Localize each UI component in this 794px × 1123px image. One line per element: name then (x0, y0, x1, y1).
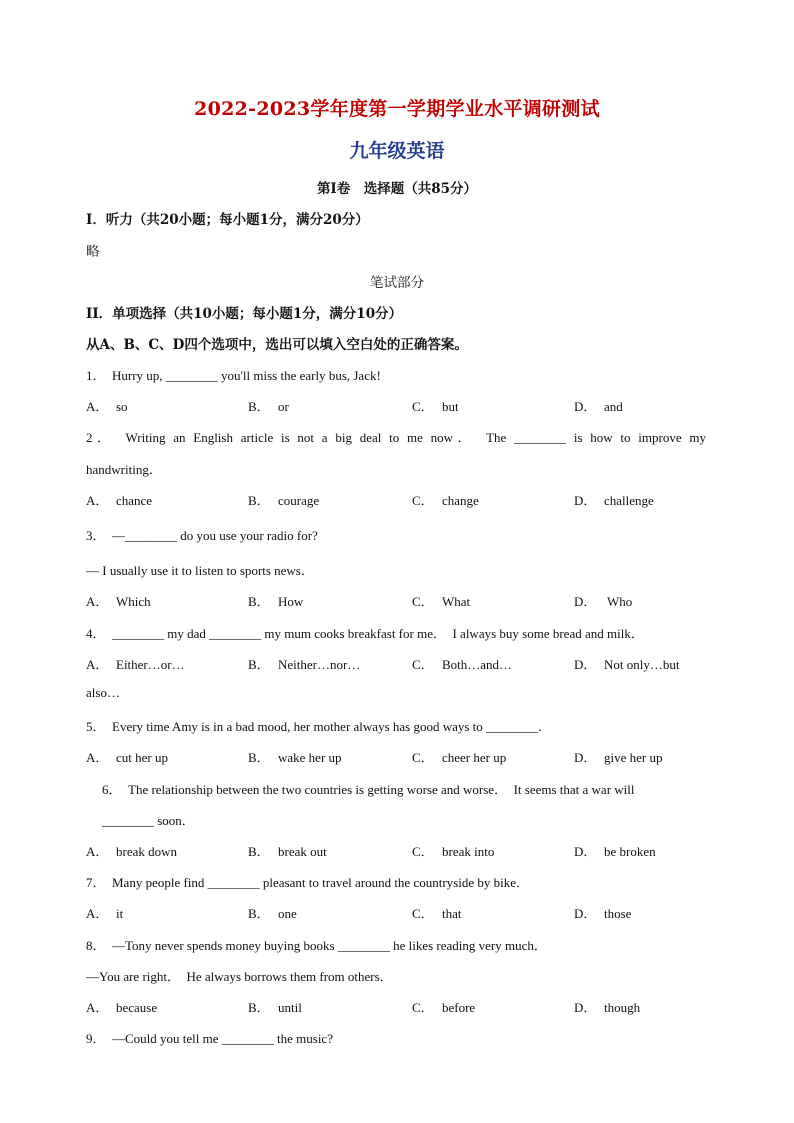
option-d[interactable]: D． be broken (574, 844, 656, 859)
option-a[interactable]: A． Which (86, 594, 151, 609)
option-a[interactable]: A． so (86, 399, 128, 414)
question-3-options (86, 591, 726, 609)
question-2-stem-cont: handwriting． (86, 462, 162, 477)
question-2-stem: 2． Writing an English article is not a big deal to me now． The ________ is how to improve my (86, 430, 706, 445)
option-d[interactable]: D． give her up (574, 750, 663, 765)
question-3-stem: 3． —________ do you use your radio for? (86, 528, 318, 543)
option-a[interactable]: A． Either…or… (86, 657, 185, 672)
option-b[interactable]: B． one (248, 906, 297, 921)
question-6-stem: 6． The relationship between the two countries is getting worse and worse． It seems that a war will (102, 782, 635, 797)
written-part-label: 笔试部分 (370, 275, 424, 291)
option-c[interactable]: C． What (412, 594, 471, 609)
part-title: 第I卷 选择题（共85分） (316, 181, 478, 197)
question-7-stem: 7． Many people find ________ pleasant to travel around the countryside by bike． (86, 875, 529, 890)
option-b[interactable]: B． Neither…nor… (248, 657, 361, 672)
question-1-stem: 1． Hurry up, ________ you'll miss the early bus, Jack! (86, 368, 381, 383)
option-d[interactable]: D． though (574, 1000, 641, 1015)
exam-title: 2022-2023学年度第一学期学业水平调研测试 (194, 98, 600, 120)
section-2-heading: II．单项选择（共10小题；每小题1分，满分10分） (86, 306, 403, 322)
section-1-heading: I．听力（共20小题；每小题1分，满分20分） (86, 212, 369, 228)
option-b[interactable]: B． How (248, 594, 304, 609)
question-4-stem: 4． ________ my dad ________ my mum cooks breakfast for me． I always buy some bread and milk． (86, 626, 644, 641)
option-c[interactable]: C． before (412, 1000, 476, 1015)
question-6-stem-cont: ________ soon． (102, 813, 195, 828)
option-c[interactable]: C． but (412, 399, 459, 414)
question-7-options (86, 903, 726, 921)
section-2-instruction: 从A、B、C、D四个选项中，选出可以填入空白处的正确答案。 (86, 337, 468, 353)
option-b[interactable]: B． wake her up (248, 750, 342, 765)
option-b[interactable]: B． courage (248, 493, 320, 508)
question-3-reply: — I usually use it to listen to sports news． (86, 563, 314, 578)
option-a[interactable]: A． because (86, 1000, 158, 1015)
option-b[interactable]: B． break out (248, 844, 327, 859)
question-1-options (86, 396, 726, 414)
option-d[interactable]: D． challenge (574, 493, 654, 508)
question-8-options (86, 997, 726, 1015)
question-4-option-d-wrap: also… (86, 685, 120, 700)
question-8-stem: 8． —Tony never spends money buying books ________ he likes reading very much． (86, 938, 547, 953)
question-5-options (86, 747, 726, 765)
question-9-stem: 9． —Could you tell me ________ the music? (86, 1031, 333, 1046)
option-c[interactable]: C． cheer her up (412, 750, 507, 765)
question-4-options (86, 654, 726, 672)
question-2-options (86, 490, 726, 508)
option-a[interactable]: A． chance (86, 493, 153, 508)
option-a[interactable]: A． break down (86, 844, 178, 859)
option-d[interactable]: D． Who (574, 594, 633, 609)
option-d[interactable]: D． and (574, 399, 623, 414)
question-5-stem: 5． Every time Amy is in a bad mood, her mother always has good ways to ________． (86, 719, 552, 734)
option-b[interactable]: B． until (248, 1000, 302, 1015)
question-6-options (86, 841, 726, 859)
option-a[interactable]: A． it (86, 906, 124, 921)
option-c[interactable]: C． that (412, 906, 462, 921)
option-d[interactable]: D． Not only…but (574, 657, 680, 672)
option-c[interactable]: C． break into (412, 844, 495, 859)
exam-subject: 九年级英语 (349, 140, 445, 162)
option-c[interactable]: C． Both…and… (412, 657, 513, 672)
section-1-note: 略 (86, 244, 100, 260)
option-b[interactable]: B． or (248, 399, 289, 414)
option-d[interactable]: D． those (574, 906, 632, 921)
question-8-reply: —You are right． He always borrows them from others． (86, 969, 393, 984)
option-a[interactable]: A． cut her up (86, 750, 168, 765)
option-c[interactable]: C． change (412, 493, 479, 508)
